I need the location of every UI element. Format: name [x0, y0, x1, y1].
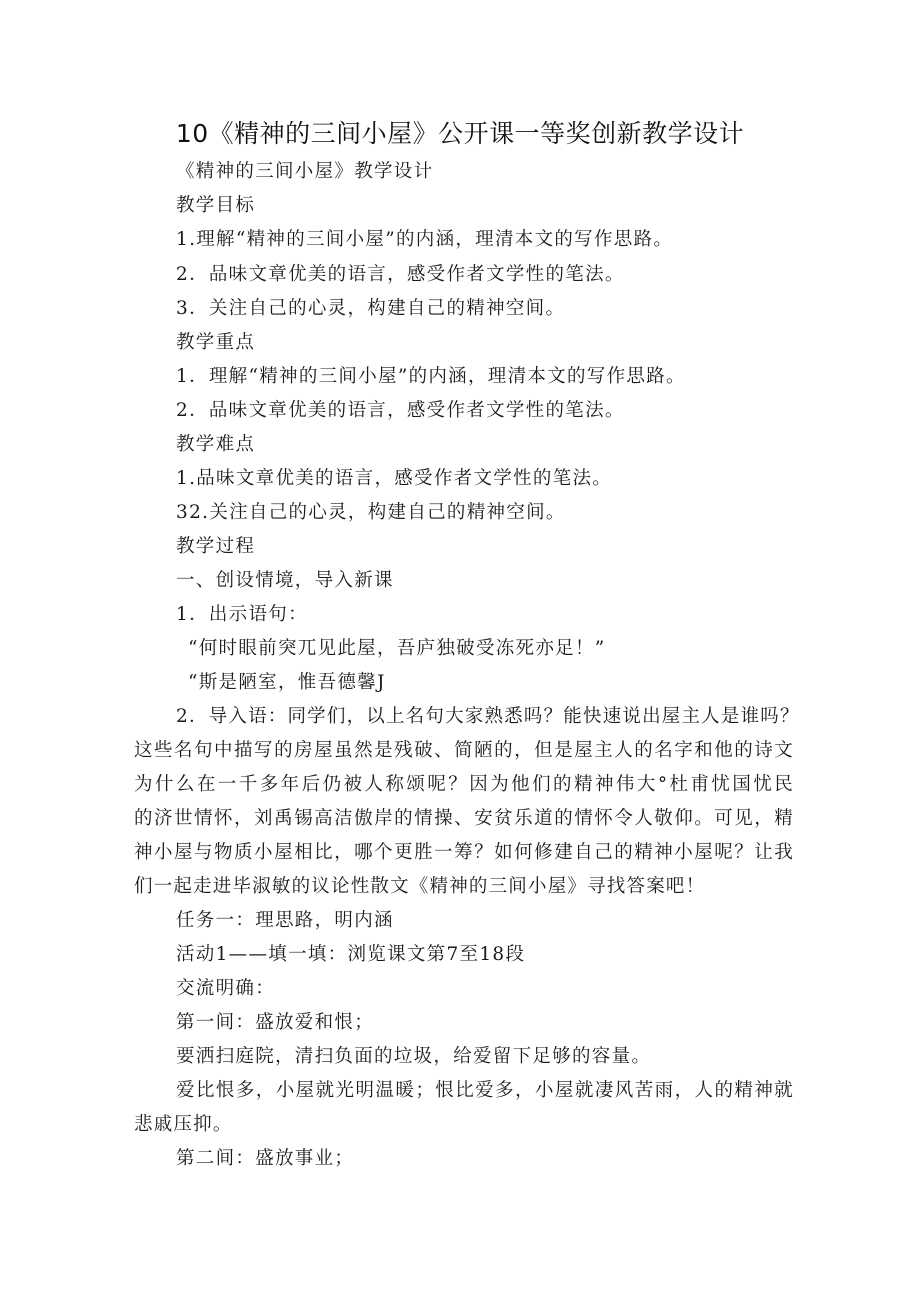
intro-paragraph-line: 神小屋与物质小屋相比，哪个更胜一筹？如何修建自己的精神小屋呢？让我 — [134, 842, 794, 863]
intro-paragraph-line: 的济世情怀，刘禹锡高洁傲岸的情操、安贫乐道的情怀令人敬仰。可见，精 — [134, 808, 794, 829]
room-heading: 第二间：盛放事业； — [176, 1148, 355, 1169]
key-point-item: 1．理解“精神的三间小屋”的内涵，理清本文的写作思路。 — [176, 366, 686, 387]
difficulty-item: 32.关注自己的心灵，构建自己的精神空间。 — [176, 502, 566, 523]
objective-item: 3．关注自己的心灵，构建自己的精神空间。 — [176, 298, 566, 319]
key-points-heading: 教学重点 — [176, 332, 256, 353]
step-item: 1．出示语句： — [176, 604, 308, 625]
exchange-label: 交流明确： — [176, 978, 276, 999]
objective-item: 2．品味文章优美的语言，感受作者文学性的笔法。 — [176, 264, 625, 285]
quote-line: “何时眼前突兀见此屋，吾庐独破受冻死亦足！” — [188, 638, 606, 659]
document-subtitle: 《精神的三间小屋》教学设计 — [176, 161, 434, 182]
document-title: 10《精神的三间小屋》公开课一等奖创新教学设计 — [175, 119, 745, 148]
objectives-heading: 教学目标 — [176, 195, 256, 216]
objective-item: 1.理解“精神的三间小屋”的内涵，理清本文的写作思路。 — [176, 229, 674, 250]
intro-paragraph-line: 们一起走进毕淑敏的议论性散文《精神的三间小屋》寻找答案吧！ — [134, 876, 706, 897]
key-point-item: 2．品味文章优美的语言，感受作者文学性的笔法。 — [176, 400, 625, 421]
intro-paragraph-line: 2．导入语：同学们，以上名句大家熟悉吗？能快速说出屋主人是谁吗？ — [176, 706, 800, 727]
room-paragraph-line: 悲戚压抑。 — [134, 1114, 233, 1135]
activity-heading: 活动1——填一填：浏览课文第7至18段 — [176, 944, 526, 965]
room-heading: 第一间：盛放爱和恨； — [176, 1012, 375, 1033]
task-heading: 任务一：理思路，明内涵 — [176, 910, 394, 931]
quote-line: “斯是陋室，惟吾德馨J — [188, 672, 386, 693]
difficulties-heading: 教学难点 — [176, 434, 256, 455]
intro-paragraph-line: 为什么在一千多年后仍被人称颂呢？因为他们的精神伟大°杜甫忧国忧民 — [134, 774, 794, 795]
intro-paragraph-line: 这些名句中描写的房屋虽然是残破、简陋的，但是屋主人的名字和他的诗文 — [134, 740, 794, 761]
difficulty-item: 1.品味文章优美的语言，感受作者文学性的笔法。 — [176, 468, 613, 489]
room-description: 要洒扫庭院，清扫负面的垃圾，给爱留下足够的容量。 — [176, 1046, 652, 1067]
process-heading: 教学过程 — [176, 536, 256, 557]
section-heading: 一、创设情境，导入新课 — [176, 570, 394, 591]
room-paragraph-line: 爱比恨多，小屋就光明温暖；恨比爱多，小屋就凄风苦雨，人的精神就 — [176, 1080, 794, 1101]
